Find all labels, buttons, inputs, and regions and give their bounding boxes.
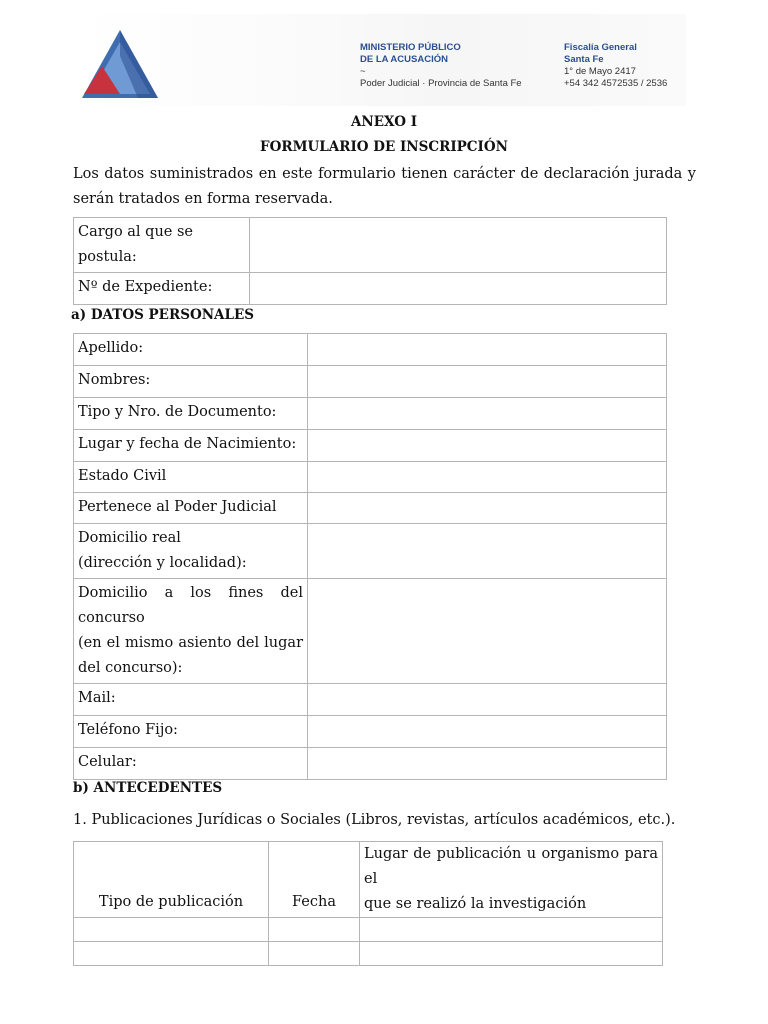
domicilio-real-line2: (dirección y localidad):: [78, 555, 247, 571]
fiscalia-name-line1: Fiscalía General: [564, 42, 637, 53]
ministry-subtitle: Poder Judicial · Provincia de Santa Fe: [360, 78, 522, 89]
celular-field[interactable]: [308, 748, 667, 780]
intro-paragraph: Los datos suministrados en este formulario tienen carácter de declaración jurada y serán tratados en forma reservada.: [73, 166, 696, 207]
celular-label: Celular:: [74, 748, 308, 780]
pub-row2-fecha[interactable]: [269, 942, 360, 966]
expediente-field[interactable]: [250, 273, 667, 305]
postulacion-table: [73, 217, 667, 305]
cargo-field[interactable]: [250, 218, 667, 273]
apellido-label: Apellido:: [74, 334, 308, 366]
nacimiento-field[interactable]: [308, 430, 667, 462]
cargo-label: Cargo al que se postula:: [74, 218, 250, 273]
datos-personales-table: [73, 333, 667, 780]
ministry-name-line2: DE LA ACUSACIÓN: [360, 54, 448, 65]
col-lugar-line1: Lugar de publicación u organismo para el: [364, 846, 658, 887]
fiscalia-address: 1° de Mayo 2417: [564, 66, 636, 77]
ministry-name-line1: MINISTERIO PÚBLICO: [360, 42, 461, 53]
mail-field[interactable]: [308, 684, 667, 716]
publicaciones-item: 1. Publicaciones Jurídicas o Sociales (Libros, revistas, artículos académicos, etc.).: [73, 812, 676, 828]
ministry-logo-icon: [80, 26, 160, 102]
col-lugar-publicacion: [360, 842, 663, 918]
domicilio-concurso-field[interactable]: [308, 579, 667, 684]
fiscalia-name-line2: Santa Fe: [564, 54, 604, 65]
domicilio-real-field[interactable]: [308, 524, 667, 579]
col-tipo-publicacion: Tipo de publicación: [74, 842, 269, 918]
document-subtitle: FORMULARIO DE INSCRIPCIÓN: [260, 139, 508, 155]
pub-row1-lugar[interactable]: [360, 918, 663, 942]
domicilio-real-label: [74, 524, 308, 579]
pub-row1-tipo[interactable]: [74, 918, 269, 942]
publicaciones-table: [73, 841, 663, 966]
document-title: ANEXO I: [350, 114, 418, 130]
fiscalia-phone: +54 342 4572535 / 2536: [564, 78, 668, 89]
domicilio-real-line1: Domicilio real: [78, 530, 181, 546]
col-lugar-line2: que se realizó la investigación: [364, 896, 587, 912]
telefono-label: Teléfono Fijo:: [74, 716, 308, 748]
fiscalia-block: [564, 42, 667, 90]
letterhead: [80, 14, 686, 106]
expediente-label: Nº de Expediente:: [74, 273, 250, 305]
ministry-separator: ~: [360, 66, 366, 77]
estado-civil-field[interactable]: [308, 462, 667, 493]
poder-judicial-field[interactable]: [308, 493, 667, 524]
section-b-heading: b) ANTECEDENTES: [73, 780, 223, 796]
documento-label: Tipo y Nro. de Documento:: [74, 398, 308, 430]
nacimiento-label: Lugar y fecha de Nacimiento:: [74, 430, 308, 462]
apellido-field[interactable]: [308, 334, 667, 366]
pub-row2-tipo[interactable]: [74, 942, 269, 966]
estado-civil-label: Estado Civil: [74, 462, 308, 493]
domicilio-concurso-label: [74, 579, 308, 684]
section-a-heading: a) DATOS PERSONALES: [71, 307, 255, 323]
telefono-field[interactable]: [308, 716, 667, 748]
poder-judicial-label: Pertenece al Poder Judicial: [74, 493, 308, 524]
ministry-block: [360, 42, 522, 90]
domicilio-concurso-line2: (en el mismo asiento del lugar: [78, 635, 303, 651]
domicilio-concurso-line3: del concurso):: [78, 660, 183, 676]
nombres-field[interactable]: [308, 366, 667, 398]
pub-row1-fecha[interactable]: [269, 918, 360, 942]
nombres-label: Nombres:: [74, 366, 308, 398]
pub-row2-lugar[interactable]: [360, 942, 663, 966]
col-fecha: Fecha: [269, 842, 360, 918]
mail-label: Mail:: [74, 684, 308, 716]
domicilio-concurso-line1: Domicilio a los fines del concurso: [78, 585, 303, 626]
documento-field[interactable]: [308, 398, 667, 430]
